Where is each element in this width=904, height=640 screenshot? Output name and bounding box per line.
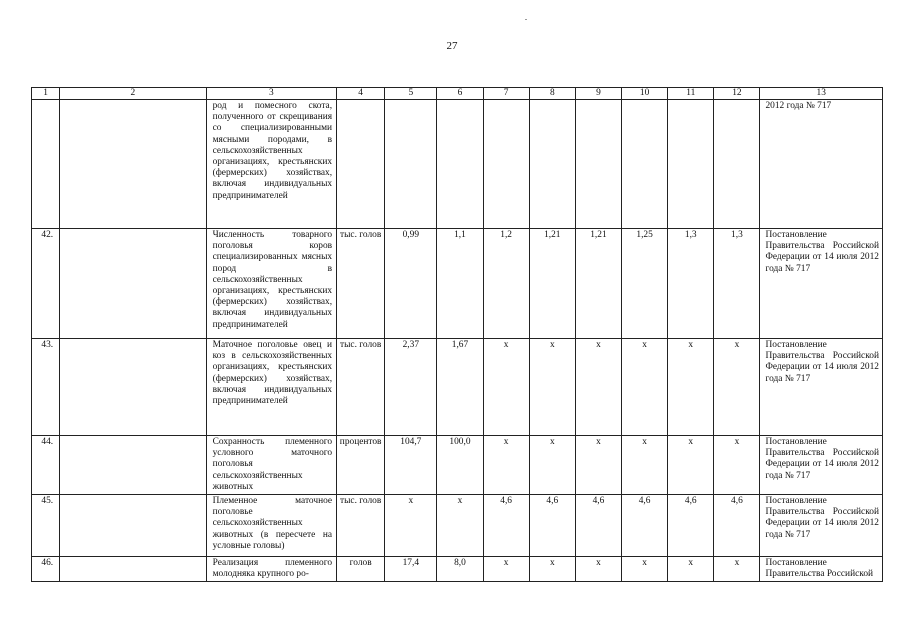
value-cell: 1,25	[622, 229, 668, 339]
value-cell: x	[529, 339, 575, 436]
blank-cell	[60, 436, 207, 495]
value-cell: 1,2	[483, 229, 529, 339]
blank-cell	[60, 557, 207, 582]
value-cell: 1,21	[575, 229, 621, 339]
value-cell: x	[483, 557, 529, 582]
value-cell: 4,6	[668, 495, 714, 557]
column-number: 9	[575, 88, 621, 100]
value-cell	[668, 100, 714, 229]
column-number: 8	[529, 88, 575, 100]
value-cell: x	[714, 339, 760, 436]
column-number: 3	[206, 88, 336, 100]
unit-cell: тыс. голов	[337, 339, 385, 436]
column-number: 5	[385, 88, 437, 100]
column-number-row	[32, 88, 883, 100]
value-cell: x	[529, 436, 575, 495]
value-cell	[385, 100, 437, 229]
column-number: 7	[483, 88, 529, 100]
value-cell: x	[714, 557, 760, 582]
table-row	[32, 229, 883, 339]
value-cell: 4,6	[483, 495, 529, 557]
table-row	[32, 436, 883, 495]
value-cell: x	[385, 495, 437, 557]
value-cell	[575, 100, 621, 229]
unit-cell: голов	[337, 557, 385, 582]
value-cell: x	[529, 557, 575, 582]
scan-speck	[525, 19, 527, 20]
value-cell: x	[714, 436, 760, 495]
source-document-cell: Постановление Правительства Российской	[760, 557, 883, 582]
unit-cell: тыс. голов	[337, 229, 385, 339]
table-row	[32, 339, 883, 436]
value-cell: x	[668, 436, 714, 495]
value-cell	[529, 100, 575, 229]
value-cell: 1,21	[529, 229, 575, 339]
value-cell: 4,6	[575, 495, 621, 557]
value-cell: x	[668, 339, 714, 436]
value-cell	[714, 100, 760, 229]
indicator-name-cell: Племенное маточное поголовье сельскохозяйственных животных (в пересчете на условные головы)	[206, 495, 336, 557]
column-number: 12	[714, 88, 760, 100]
value-cell: x	[575, 557, 621, 582]
page-number: 27	[446, 40, 458, 52]
row-number-cell	[32, 100, 60, 229]
value-cell: x	[483, 339, 529, 436]
value-cell: x	[622, 339, 668, 436]
blank-cell	[60, 495, 207, 557]
column-number: 4	[337, 88, 385, 100]
value-cell: 104,7	[385, 436, 437, 495]
unit-cell: процентов	[337, 436, 385, 495]
value-cell: x	[437, 495, 483, 557]
table-row	[32, 495, 883, 557]
column-number: 10	[622, 88, 668, 100]
value-cell: 1,3	[714, 229, 760, 339]
value-cell: x	[668, 557, 714, 582]
blank-cell	[60, 229, 207, 339]
column-number: 13	[760, 88, 883, 100]
indicator-name-cell: Реализация племенного молодняка крупного ро-	[206, 557, 336, 582]
blank-cell	[60, 100, 207, 229]
indicator-name-cell: Численность товарного поголовья коров специализированных мясных пород в сельскохозяйственных организациях, крестьянских (фермерских) хозяйствах, включая индивидуальных предпринимателей	[206, 229, 336, 339]
indicator-name-cell: Сохранность племенного условного маточного поголовья сельскохозяйственных животных	[206, 436, 336, 495]
table-row	[32, 557, 883, 582]
row-number-cell: 44.	[32, 436, 60, 495]
value-cell: 2,37	[385, 339, 437, 436]
value-cell: x	[575, 436, 621, 495]
value-cell: 1,3	[668, 229, 714, 339]
value-cell: 4,6	[529, 495, 575, 557]
value-cell: 1,67	[437, 339, 483, 436]
value-cell: 4,6	[622, 495, 668, 557]
unit-cell	[337, 100, 385, 229]
value-cell	[622, 100, 668, 229]
column-number: 1	[32, 88, 60, 100]
source-document-cell: 2012 года № 717	[760, 100, 883, 229]
table-row	[32, 100, 883, 229]
value-cell: 1,1	[437, 229, 483, 339]
value-cell: x	[622, 557, 668, 582]
column-number: 2	[60, 88, 207, 100]
indicator-name-cell: Маточное поголовье овец и коз в сельскохозяйственных организациях, крестьянских (фермерских) хозяйствах, включая индивидуальных предпринимателей	[206, 339, 336, 436]
value-cell: x	[622, 436, 668, 495]
value-cell: 100,0	[437, 436, 483, 495]
indicator-name-cell: род и помесного скота, полученного от скрещивания со специализированными мясными породами, в сельскохозяйственных организациях, крестьянских (фермерских) хозяйствах, включая индивидуальных предпринимателей	[206, 100, 336, 229]
value-cell: x	[575, 339, 621, 436]
value-cell: 0,99	[385, 229, 437, 339]
row-number-cell: 43.	[32, 339, 60, 436]
value-cell: x	[483, 436, 529, 495]
source-document-cell: Постановление Правительства Российской Федерации от 14 июля 2012 года № 717	[760, 495, 883, 557]
value-cell	[483, 100, 529, 229]
indicators-table	[31, 87, 883, 582]
source-document-cell: Постановление Правительства Российской Федерации от 14 июля 2012 года № 717	[760, 229, 883, 339]
value-cell: 4,6	[714, 495, 760, 557]
row-number-cell: 42.	[32, 229, 60, 339]
row-number-cell: 45.	[32, 495, 60, 557]
value-cell: 8,0	[437, 557, 483, 582]
column-number: 11	[668, 88, 714, 100]
source-document-cell: Постановление Правительства Российской Федерации от 14 июля 2012 года № 717	[760, 339, 883, 436]
value-cell	[437, 100, 483, 229]
unit-cell: тыс. голов	[337, 495, 385, 557]
blank-cell	[60, 339, 207, 436]
column-number: 6	[437, 88, 483, 100]
source-document-cell: Постановление Правительства Российской Федерации от 14 июля 2012 года № 717	[760, 436, 883, 495]
value-cell: 17,4	[385, 557, 437, 582]
row-number-cell: 46.	[32, 557, 60, 582]
